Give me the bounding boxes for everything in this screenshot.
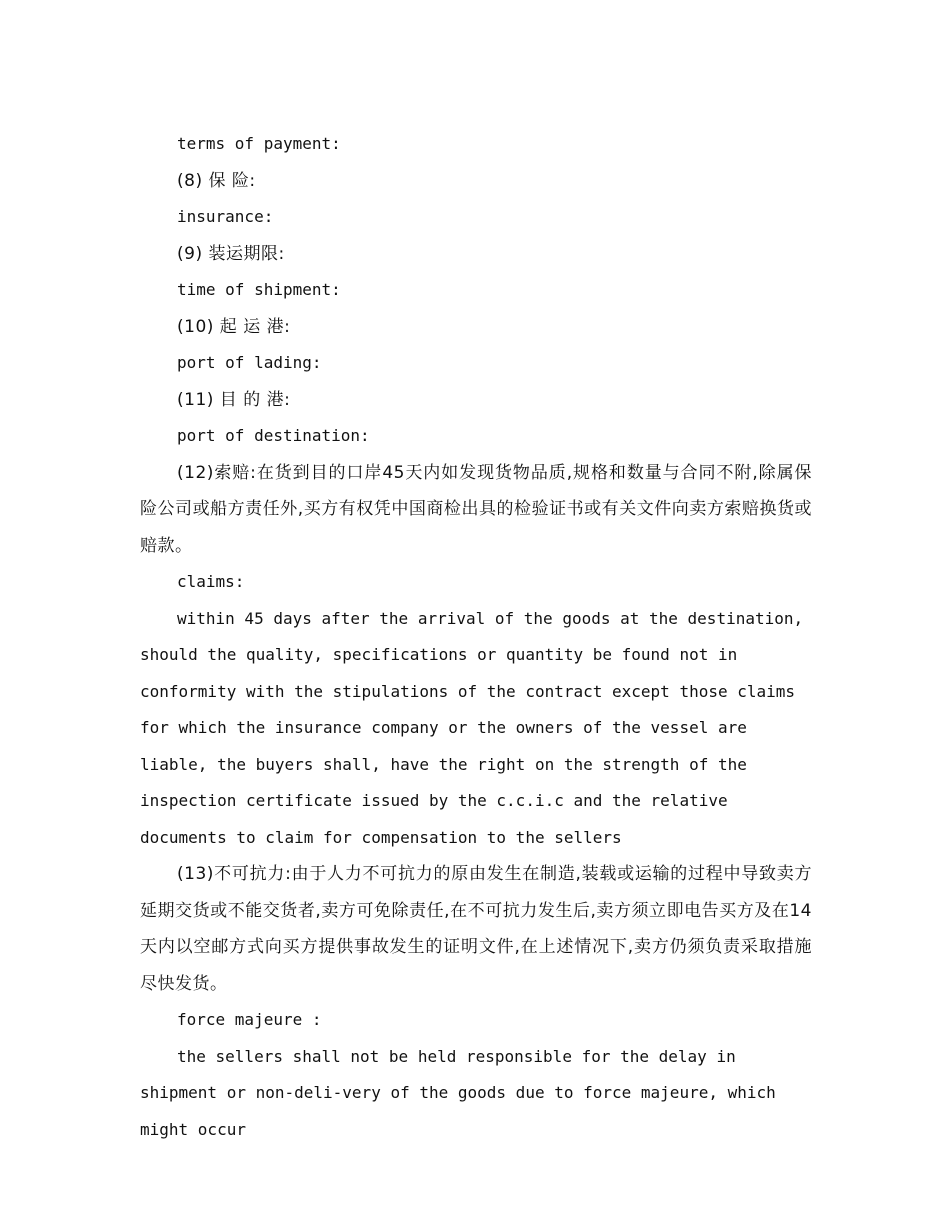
insurance-en-label: insurance: [177, 207, 274, 226]
lading-en-label: port of lading: [177, 353, 322, 372]
lading-cn-label: (10) 起 运 港: [177, 316, 291, 337]
terms-of-payment-label: terms of payment: [177, 134, 341, 153]
document-page [140, 126, 812, 1148]
force-majeure-en-paragraph: the sellers shall not be held responsible for the delay in shipment or non-deli-very of the goods due to force majeure, which might occur [140, 1046, 776, 1139]
insurance-cn-label: (8) 保 险: [177, 170, 256, 191]
destination-en-label: port of destination: [177, 426, 370, 445]
shipment-en-label: time of shipment: [177, 280, 341, 299]
destination-cn-label: (11) 目 的 港: [177, 389, 291, 410]
force-majeure-cn-paragraph: (13)不可抗力:由于人力不可抗力的原由发生在制造,装载或运输的过程中导致卖方延期交货或不能交货者,卖方可免除责任,在不可抗力发生后,卖方须立即电告买方及在14天内以空邮方式向买方提供事故发生的证明文件,在上述情况下,卖方仍须负责采取措施尽快发货。 [140, 864, 812, 994]
claims-cn-paragraph: (12)索赔:在货到目的口岸45天内如发现货物品质,规格和数量与合同不附,除属保险公司或船方责任外,买方有权凭中国商检出具的检验证书或有关文件向卖方索赔换货或赔款。 [140, 462, 812, 556]
force-majeure-heading: force majeure : [177, 1010, 322, 1029]
claims-en-paragraph: within 45 days after the arrival of the goods at the destination, should the quality, specifications or quantity be found not in conformity with the stipulations of the contract except those claims for which the insurance company or the owners of the vessel are liable, the buyers shall, have the right on the strength of the inspection certificate issued by the c.c.i.c and the relative documents to claim for compensation to the sellers [140, 608, 804, 847]
claims-heading: claims: [177, 572, 245, 591]
shipment-cn-label: (9) 装运期限: [177, 243, 285, 264]
